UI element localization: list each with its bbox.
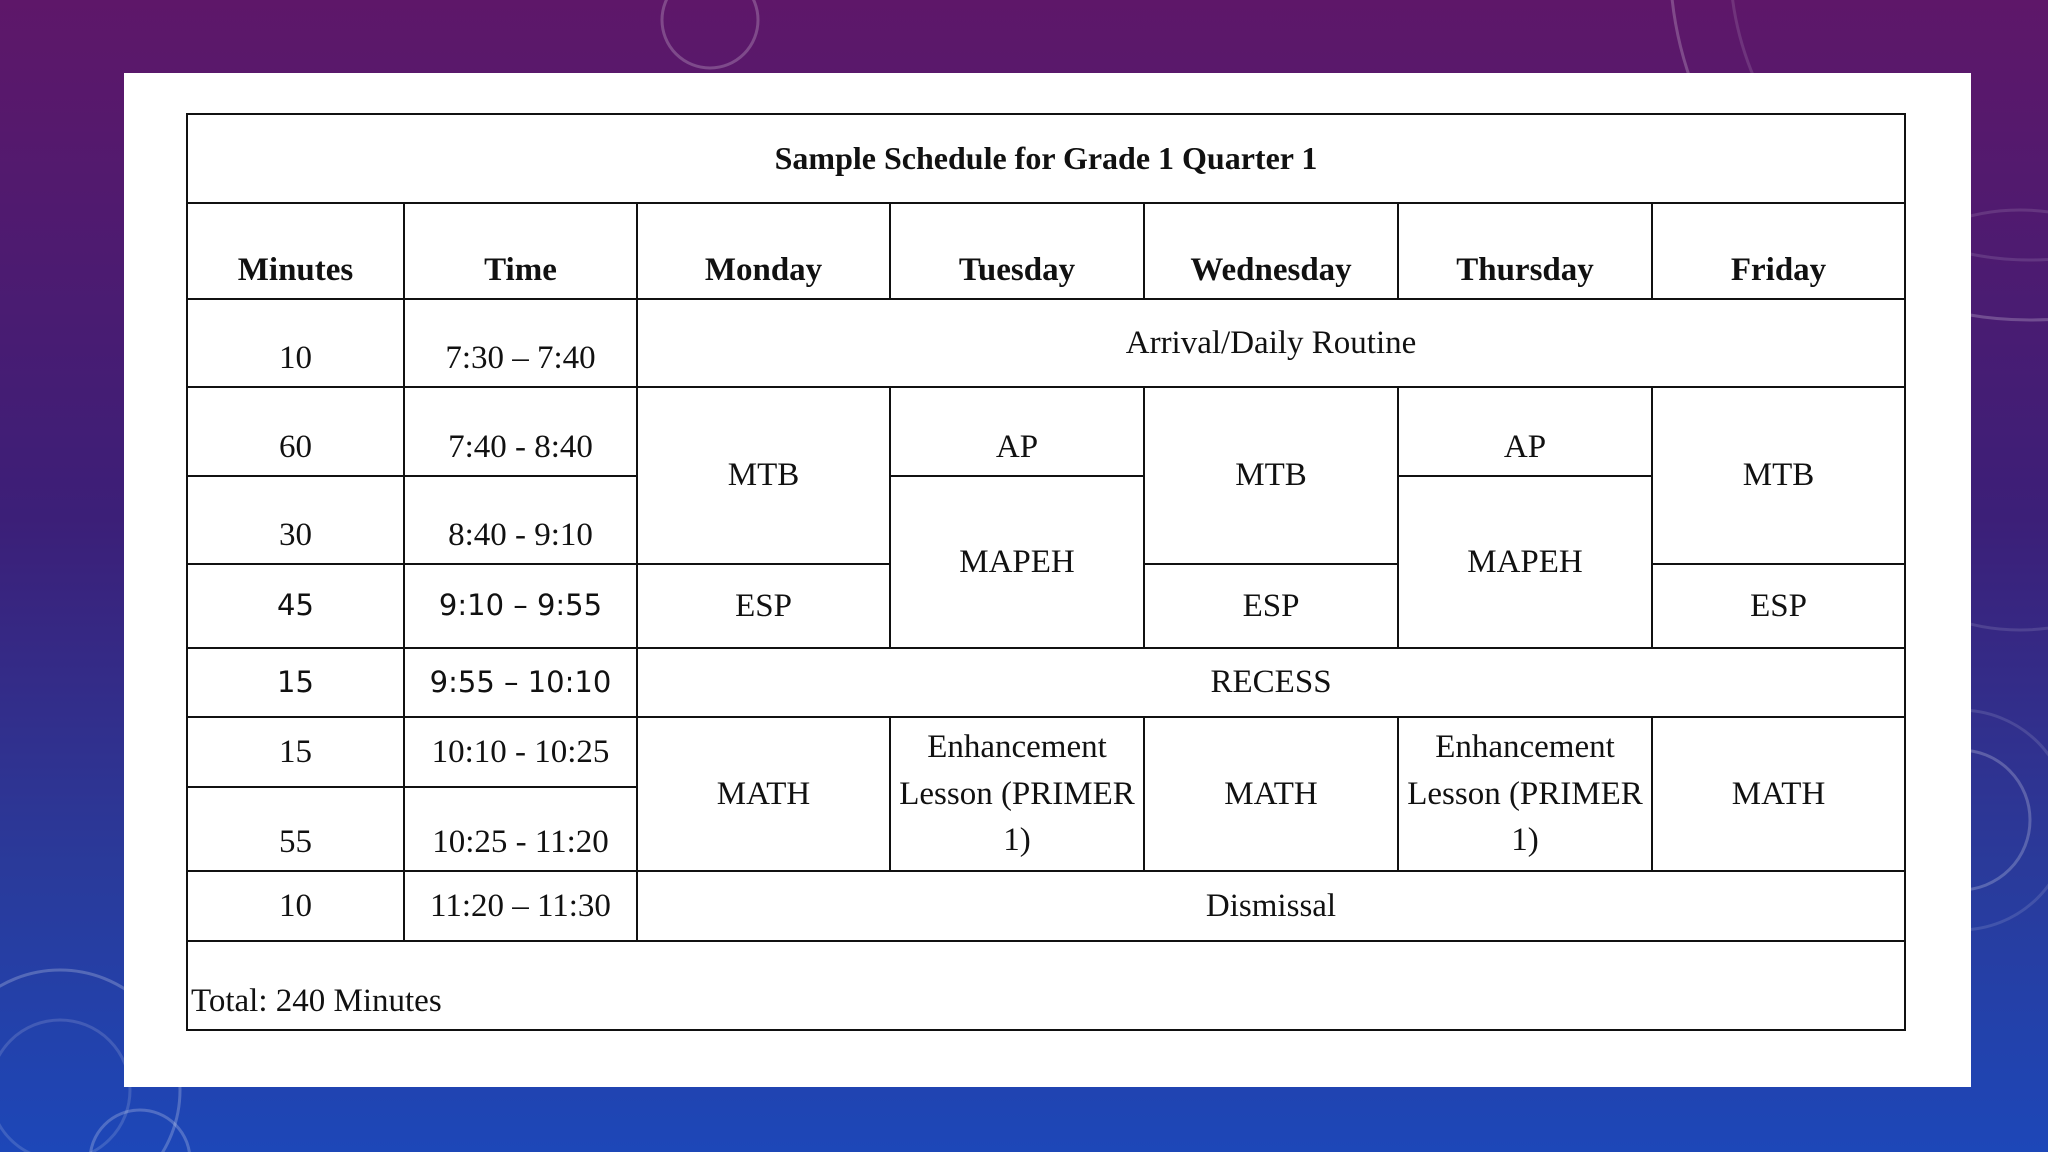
tuesday-ap-cell: AP [890,387,1144,476]
minutes-cell: 45 [187,564,404,648]
minutes-cell: 55 [187,787,404,871]
thursday-mapeh-cell: MAPEH [1398,476,1652,648]
thursday-ap-cell: AP [1398,387,1652,476]
total-minutes: Total: 240 Minutes [187,941,1905,1030]
monday-esp-cell: ESP [637,564,890,648]
time-cell: 10:10 - 10:25 [404,717,637,787]
time-cell: 9:10 – 9:55 [404,564,637,648]
schedule-table [186,113,1906,1031]
time-cell: 10:25 - 11:20 [404,787,637,871]
thursday-enhancement-cell: Enhancement Lesson (PRIMER 1) [1398,717,1652,871]
header-monday: Monday [637,203,890,299]
title-row [187,114,1905,203]
total-row [187,941,1905,1030]
header-row [187,203,1905,299]
wednesday-math-cell: MATH [1144,717,1398,871]
minutes-cell: 15 [187,648,404,717]
monday-math-cell: MATH [637,717,890,871]
friday-mtb-cell: MTB [1652,387,1905,564]
time-cell: 9:55 – 10:10 [404,648,637,717]
time-cell: 7:40 - 8:40 [404,387,637,476]
header-tuesday: Tuesday [890,203,1144,299]
dismissal-cell: Dismissal [637,871,1905,941]
time-cell: 7:30 – 7:40 [404,299,637,387]
table-row [187,387,1905,476]
arrival-cell: Arrival/Daily Routine [637,299,1905,387]
minutes-cell: 10 [187,299,404,387]
friday-esp-cell: ESP [1652,564,1905,648]
table-row [187,476,1905,564]
monday-mtb-cell: MTB [637,387,890,564]
table-title: Sample Schedule for Grade 1 Quarter 1 [187,114,1905,203]
tuesday-mapeh-cell: MAPEH [890,476,1144,648]
header-minutes: Minutes [187,203,404,299]
header-time: Time [404,203,637,299]
table-row [187,648,1905,717]
wednesday-esp-cell: ESP [1144,564,1398,648]
tuesday-enhancement-cell: Enhancement Lesson (PRIMER 1) [890,717,1144,871]
time-cell: 11:20 – 11:30 [404,871,637,941]
minutes-cell: 30 [187,476,404,564]
minutes-cell: 15 [187,717,404,787]
header-thursday: Thursday [1398,203,1652,299]
wednesday-mtb-cell: MTB [1144,387,1398,564]
table-row [187,299,1905,387]
table-row [187,717,1905,787]
time-cell: 8:40 - 9:10 [404,476,637,564]
friday-math-cell: MATH [1652,717,1905,871]
slide-content [124,73,1971,1087]
table-row [187,871,1905,941]
header-friday: Friday [1652,203,1905,299]
minutes-cell: 60 [187,387,404,476]
minutes-cell: 10 [187,871,404,941]
recess-cell: RECESS [637,648,1905,717]
header-wednesday: Wednesday [1144,203,1398,299]
